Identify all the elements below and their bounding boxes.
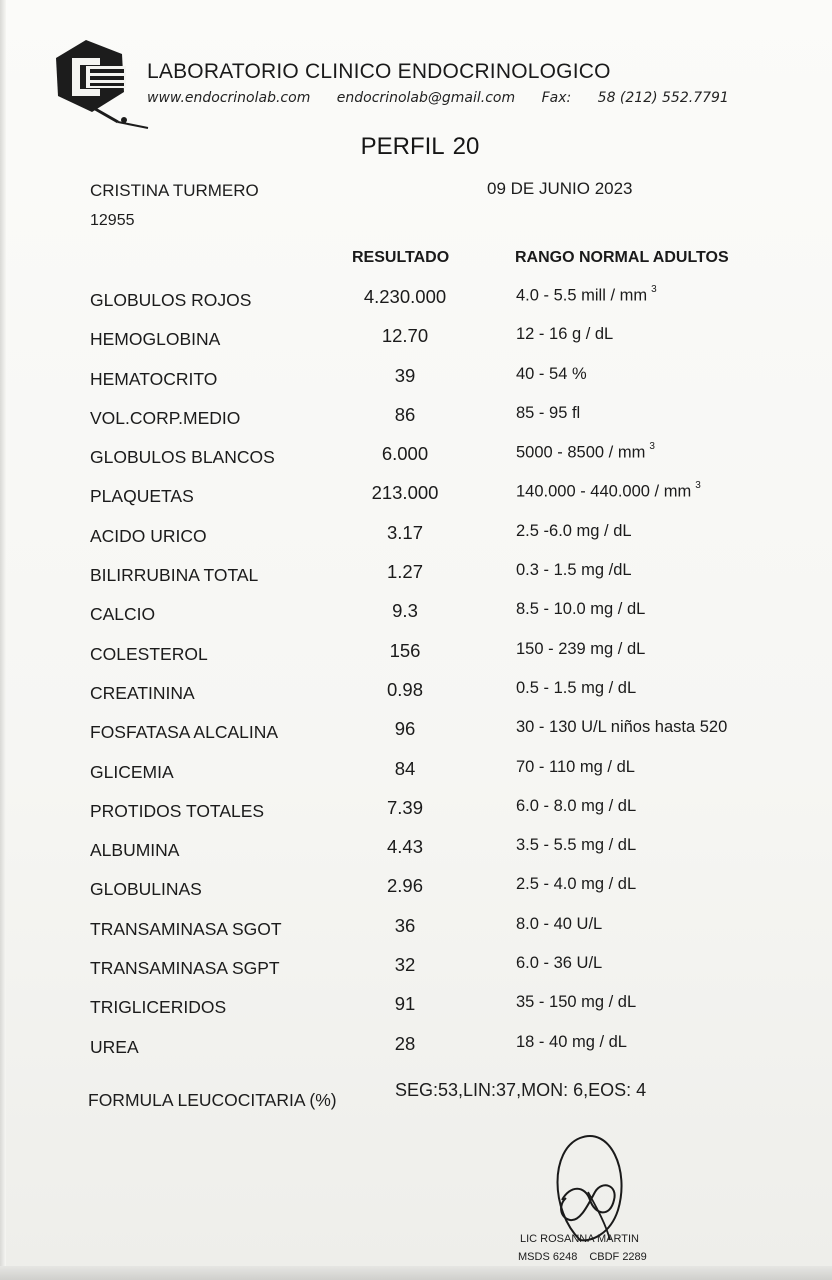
test-result: 1.27 <box>386 561 423 583</box>
table-row <box>0 437 832 476</box>
reference-range <box>516 443 655 463</box>
test-result: 156 <box>389 639 421 661</box>
test-name: GLOBULOS BLANCOS <box>90 447 275 468</box>
table-row <box>0 319 832 358</box>
reference-range <box>516 561 632 580</box>
report-title <box>0 133 832 161</box>
table-row <box>0 987 832 1026</box>
reference-range <box>516 836 636 855</box>
test-result: 32 <box>394 954 416 976</box>
unit-exponent: 3 <box>649 441 655 453</box>
test-name: ACIDO URICO <box>90 525 207 546</box>
formula-value: SEG:53,LIN:37,MON: 6,EOS: 4 <box>395 1080 647 1100</box>
test-name: HEMOGLOBINA <box>90 329 221 350</box>
reference-range <box>516 286 657 306</box>
table-row <box>0 752 832 791</box>
reference-range <box>516 365 587 384</box>
table-row <box>0 869 832 908</box>
reference-range-text: 2.5 -6.0 mg / dL <box>516 521 632 540</box>
table-row <box>0 516 832 555</box>
test-result: 12.70 <box>381 325 429 347</box>
reference-range <box>516 522 632 541</box>
table-row <box>0 280 832 319</box>
test-result: 28 <box>394 1032 416 1054</box>
reference-range-text: 12 - 16 g / dL <box>516 325 614 344</box>
test-result: 4.230.000 <box>363 286 447 307</box>
test-name: TRANSAMINASA SGPT <box>90 958 280 979</box>
reference-range <box>516 325 613 344</box>
test-result: 91 <box>394 993 416 1015</box>
test-name: TRANSAMINASA SGOT <box>90 918 282 939</box>
table-row <box>0 909 832 948</box>
reference-range-text: 0.3 - 1.5 mg /dL <box>516 561 632 580</box>
table-row <box>0 634 832 673</box>
patient-id: 12955 <box>90 212 135 229</box>
paper-bottom-edge <box>0 1266 832 1280</box>
column-header-range: RANGO NORMAL ADULTOS <box>515 249 729 266</box>
table-row <box>0 476 832 515</box>
fax-label: Fax: <box>541 90 572 106</box>
test-result: 7.39 <box>386 796 423 818</box>
signature-mark <box>540 1130 650 1250</box>
unit-exponent: 3 <box>651 284 657 295</box>
reference-range <box>516 758 635 777</box>
report-date: 09 DE JUNIO 2023 <box>487 179 633 198</box>
table-row <box>0 1027 832 1066</box>
table-row <box>0 673 832 712</box>
test-result: 3.17 <box>386 521 423 543</box>
test-name: TRIGLICERIDOS <box>90 997 227 1018</box>
lab-name: LABORATORIO CLINICO ENDOCRINOLOGICO <box>147 60 611 83</box>
reference-range <box>516 404 580 423</box>
table-row <box>0 594 832 633</box>
reference-range <box>516 797 636 816</box>
test-result: 96 <box>394 718 416 740</box>
reference-range-text: 2.5 - 4.0 mg / dL <box>516 875 637 894</box>
test-name: GLOBULOS ROJOS <box>90 290 252 310</box>
reference-range-text: 0.5 - 1.5 mg / dL <box>516 678 637 697</box>
test-result: 86 <box>394 403 416 425</box>
reference-range-text: 140.000 - 440.000 / mm <box>516 482 692 501</box>
reference-range-text: 4.0 - 5.5 mill / mm <box>516 286 648 305</box>
test-name: VOL.CORP.MEDIO <box>90 407 241 428</box>
table-row <box>0 398 832 437</box>
lab-website: www.endocrinolab.com <box>147 90 311 106</box>
test-name: UREA <box>90 1036 139 1057</box>
reference-range-text: 30 - 130 U/L niños hasta 520 <box>516 718 728 737</box>
test-result: 213.000 <box>371 482 439 504</box>
test-name: CREATININA <box>90 682 195 703</box>
lab-fax <box>542 90 729 106</box>
reference-range-text: 35 - 150 mg / dL <box>516 993 637 1012</box>
reference-range <box>516 1033 627 1052</box>
reference-range-text: 150 - 239 mg / dL <box>516 639 646 658</box>
test-name: COLESTEROL <box>90 643 208 664</box>
reference-range-text: 6.0 - 36 U/L <box>516 954 603 973</box>
lab-contact <box>147 90 729 106</box>
reference-range-text: 8.0 - 40 U/L <box>516 914 603 933</box>
test-name: HEMATOCRITO <box>90 368 218 389</box>
reference-range <box>516 875 636 894</box>
report-number: 20 <box>452 133 480 160</box>
reference-range <box>516 993 636 1012</box>
test-result: 36 <box>394 914 416 936</box>
reference-range-text: 3.5 - 5.5 mg / dL <box>516 836 637 855</box>
reference-range-text: 5000 - 8500 / mm <box>516 443 646 462</box>
unit-exponent: 3 <box>695 480 701 492</box>
table-row <box>0 555 832 594</box>
test-result: 9.3 <box>392 600 418 622</box>
reference-range <box>516 640 645 659</box>
test-name: GLICEMIA <box>90 761 174 782</box>
reference-range <box>516 679 636 698</box>
reference-range-text: 8.5 - 10.0 mg / dL <box>516 600 646 619</box>
reference-range <box>516 600 645 619</box>
test-name: PLAQUETAS <box>90 486 194 507</box>
test-result: 39 <box>394 364 416 386</box>
reference-range <box>516 915 602 934</box>
formula-label: FORMULA LEUCOCITARIA (%) <box>88 1090 337 1110</box>
reference-range <box>516 954 602 973</box>
test-result: 0.98 <box>386 678 423 700</box>
lab-logo-icon <box>52 36 152 132</box>
signature-cbdf: CBDF 2289 <box>589 1251 647 1263</box>
signature-msds: MSDS 6248 <box>518 1251 578 1263</box>
report-title-text: PERFIL <box>360 133 445 160</box>
column-header-result: RESULTADO <box>352 249 450 266</box>
table-row <box>0 712 832 751</box>
test-result: 4.43 <box>386 836 423 858</box>
patient-name: CRISTINA TURMERO <box>90 181 259 200</box>
table-row <box>0 359 832 398</box>
lab-email: endocrinolab@gmail.com <box>336 90 516 106</box>
fax-number: 58 (212) 552.7791 <box>597 90 729 106</box>
test-name: FOSFATASA ALCALINA <box>90 722 279 743</box>
table-row <box>0 830 832 869</box>
test-name: CALCIO <box>90 604 156 625</box>
signature-name: LIC ROSANNA MARTIN <box>520 1233 639 1245</box>
test-result: 2.96 <box>386 875 423 897</box>
results-table <box>0 280 832 1066</box>
test-name: PROTIDOS TOTALES <box>90 800 265 821</box>
table-row <box>0 791 832 830</box>
reference-range <box>516 482 701 502</box>
reference-range-text: 40 - 54 % <box>516 364 587 383</box>
test-result: 6.000 <box>381 443 429 465</box>
reference-range-text: 6.0 - 8.0 mg / dL <box>516 796 637 815</box>
reference-range <box>516 718 727 737</box>
test-name: BILIRRUBINA TOTAL <box>90 565 259 586</box>
test-name: GLOBULINAS <box>90 879 202 900</box>
reference-range-text: 70 - 110 mg / dL <box>516 757 635 776</box>
signature-registration <box>518 1251 659 1263</box>
test-result: 84 <box>394 757 416 779</box>
reference-range-text: 18 - 40 mg / dL <box>516 1032 627 1051</box>
reference-range-text: 85 - 95 fl <box>516 403 581 422</box>
test-name: ALBUMINA <box>90 840 180 861</box>
table-row <box>0 948 832 987</box>
